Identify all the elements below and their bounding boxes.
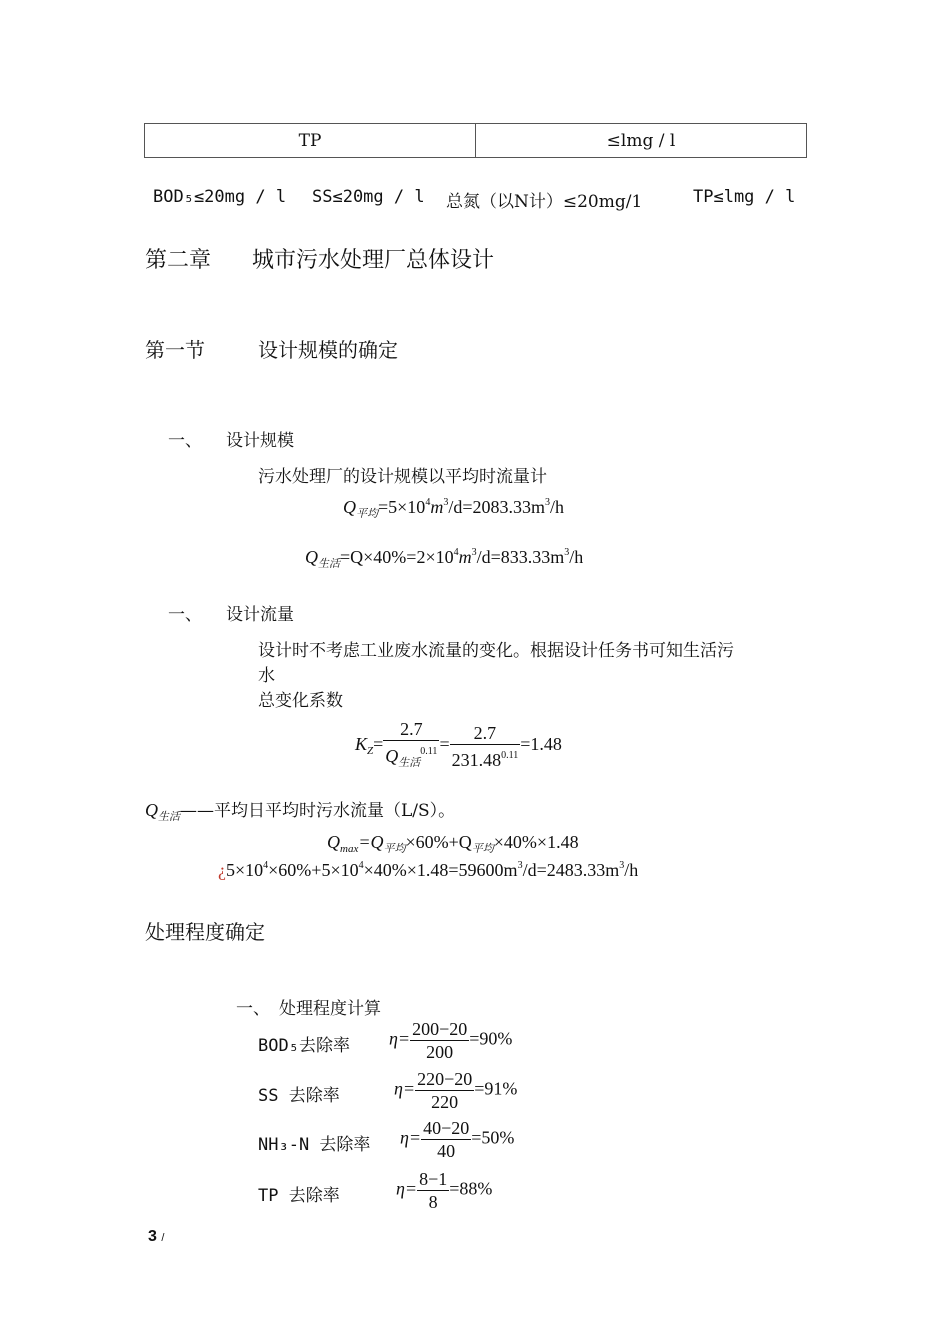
limit-cell: ≤lmg / l [476, 124, 807, 158]
rate-eq-ss: η= $\frac{220-20}{220}$ =91% [394, 1069, 518, 1112]
heading-treatment-degree: 处理程度确定 [145, 920, 265, 944]
param-cell: TP [145, 124, 476, 158]
equation-q-avg: $Q_{平均}=5\times 10^4m^3/d=2083.33m^3/h$ [343, 497, 564, 520]
standards-table [144, 123, 807, 158]
section-title: 设计规模的确定 [258, 338, 398, 362]
section-number: 第一节 [145, 338, 205, 362]
table-row [145, 124, 807, 158]
page-footer [148, 1228, 164, 1246]
rate-eq-tp: η= $\frac{8-1}{8}$ =88% [396, 1169, 493, 1212]
item2-text-line1: 设计时不考虑工业废水流量的变化。根据设计任务书可知生活污 [258, 641, 734, 661]
rate-eq-bod: η= $\frac{200-20}{200}$ =90% [389, 1019, 513, 1062]
equation-qmax-result: ¿$5\times 10^4\times 60\%+5\times 10^4\times 40\%\times 1.48=59600m^3/d=2483.33m^3/h$ [218, 860, 639, 880]
effluent-ss: SS≤20mg / l [312, 187, 425, 207]
rate-label-bod: BOD₅去除率 [258, 1036, 350, 1056]
rate-label-tp: TP 去除率 [258, 1186, 340, 1206]
effluent-bod: BOD₅≤20mg / l [153, 187, 287, 207]
q-definition: $Q_{生活}——$平均日平均时污水流量（L/S）。 [145, 800, 456, 823]
rate-eq-nh3: η= $\frac{40-20}{40}$ =50% [400, 1118, 515, 1161]
item2-marker: 一、 [168, 605, 202, 625]
equation-kz: $K_Z=$ $\frac{2.7}{Q_{生活}^{0.11}}$ = $\frac{2.7}{231.48^{0.11}}$ =1.48 [355, 719, 562, 770]
item1-marker: 一、 [168, 431, 202, 451]
equation-q-domestic: $Q_{生活}=Q\times 40\%=2\times 10^4m^3/d=833.33m^3/h$ [305, 547, 584, 570]
item1-text: 污水处理厂的设计规模以平均时流量计 [258, 467, 547, 487]
item2-text-line2: 水 [258, 666, 275, 686]
page-number: 3 [148, 1228, 157, 1245]
item2-title: 设计流量 [226, 605, 294, 625]
item1-title: 设计规模 [226, 431, 294, 451]
chapter-title: 城市污水处理厂总体设计 [252, 248, 495, 273]
effluent-tp: TP≤lmg / l [693, 187, 796, 207]
rate-label-nh3: NH₃-N 去除率 [258, 1135, 371, 1155]
item3-marker: 一、 [236, 999, 270, 1019]
effluent-tn: 总氮（以N计）≤20mg/1 [446, 192, 643, 212]
item2-text-line3: 总变化系数 [258, 691, 343, 711]
item3-title: 处理程度计算 [279, 999, 381, 1019]
equation-qmax: $Q_{max}=Q_{平均}\times 60\%+Q_{平均}\times 40\%\times 1.48$ [327, 832, 579, 855]
page-separator: / [161, 1232, 165, 1244]
chapter-number: 第二章 [145, 248, 212, 273]
rate-label-ss: SS 去除率 [258, 1086, 340, 1106]
